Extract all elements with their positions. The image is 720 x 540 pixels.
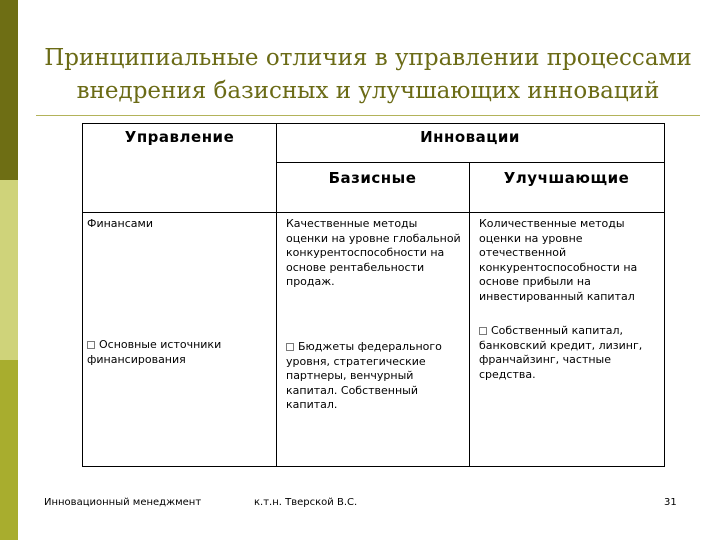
row1-label: Финансами [87, 217, 153, 230]
bullet-icon [479, 327, 487, 335]
row1-basic: Качественные методы оценки на уровне глобальной конкурентоспособности на основе рентабельности продаж. [286, 217, 461, 289]
header-innovations: Инновации [420, 128, 520, 146]
row2-label-cell [87, 338, 267, 367]
row2-basic-cell [286, 340, 461, 413]
slide-title: Принципиальные отличия в управлении процессами внедрения базисных и улучшающих инноваций [44, 45, 692, 104]
footer-page-number: 31 [664, 497, 677, 508]
header-management: Управление [124, 128, 235, 146]
slide-sidebar [0, 0, 18, 540]
sidebar-segment-light [0, 180, 18, 360]
footer-course: Инновационный менеджмент [44, 497, 202, 508]
bullet-icon [87, 341, 95, 349]
row2-label: Основные источники финансирования [87, 338, 222, 366]
row1-improving: Количественные методы оценки на уровне отечественной конкурентоспособности на основе прибыли на инвестированный капитал [479, 217, 638, 303]
row2-improving: Собственный капитал, банковский кредит, лизинг, франчайзинг, частные средства. [479, 324, 643, 381]
table-hline-2 [83, 212, 664, 213]
row2-basic: Бюджеты федерального уровня, стратегические партнеры, венчурный капитал. Собственный капитал. [286, 340, 442, 412]
sidebar-segment-dark [0, 0, 18, 180]
table-hline-1 [276, 162, 664, 163]
footer-author: к.т.н. Тверской В.С. [254, 497, 358, 508]
row2-improving-cell [479, 324, 661, 382]
header-improving: Улучшающие [503, 169, 630, 187]
comparison-table [82, 123, 665, 467]
header-basic: Базисные [328, 169, 417, 187]
bullet-icon [286, 343, 294, 351]
title-divider [36, 115, 700, 116]
sidebar-segment-mid [0, 360, 18, 540]
table-vline-2 [469, 162, 470, 466]
